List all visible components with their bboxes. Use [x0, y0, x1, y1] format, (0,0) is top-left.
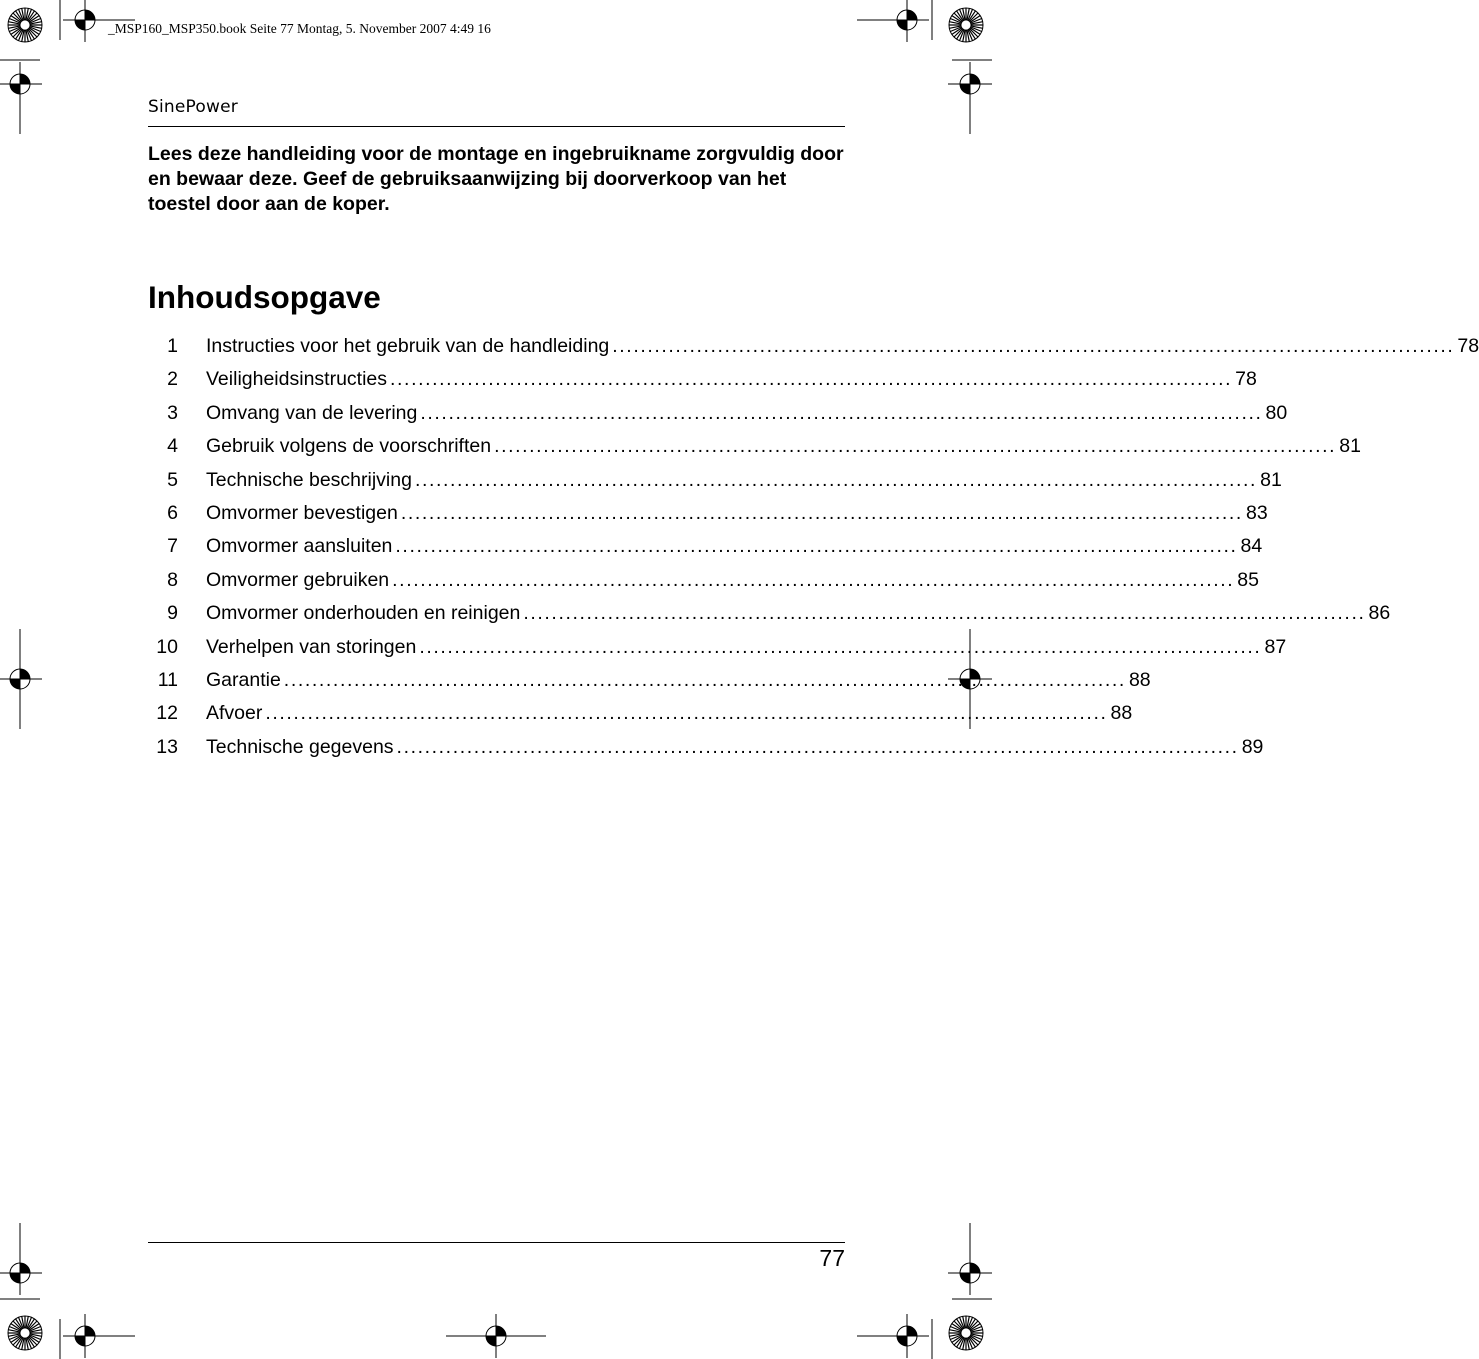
toc-page-number: 88	[1128, 668, 1151, 691]
toc-number: 4	[167, 435, 178, 458]
toc-number: 9	[167, 602, 178, 625]
toc-title: Gebruik volgens de voorschriften	[206, 435, 492, 458]
toc-leader: ........................................................................................................................	[612, 335, 1455, 357]
toc-number: 13	[156, 735, 178, 758]
toc-title: Omvang van de levering	[206, 401, 418, 424]
toc-title: Omvormer gebruiken	[206, 568, 390, 591]
toc-leader: ........................................................................................................................	[265, 702, 1108, 725]
toc-number: 10	[156, 635, 178, 658]
toc-title: Omvormer onderhouden en reinigen	[206, 602, 521, 625]
toc-number: 7	[167, 535, 178, 558]
registration-mark	[0, 62, 42, 106]
intro-notice: Lees deze handleiding voor de montage en ingebruikname zorgvuldig door en bewaar deze. Geef de gebruiksaanwijzing bij doorverkoop van het toestel door aan de koper.	[148, 143, 844, 215]
toc-page-number: 78	[1235, 368, 1257, 391]
toc-leader: ........................................................................................................................	[419, 635, 1262, 658]
toc-entry[interactable]	[148, 731, 1264, 764]
toc-leader: ........................................................................................................................	[523, 602, 1366, 625]
toc-leader: ........................................................................................................................	[400, 501, 1243, 524]
toc-page-number: 86	[1368, 602, 1391, 625]
toc-page-number: 88	[1110, 702, 1133, 725]
starburst-mark-top-right	[949, 8, 983, 42]
toc-leader: ........................................................................................................................	[390, 368, 1233, 391]
toc-entry[interactable]	[148, 497, 1268, 530]
toc-number: 6	[167, 501, 178, 524]
toc-entry[interactable]	[148, 363, 1257, 396]
toc-title: Veiligheidsinstructies	[206, 368, 388, 391]
toc-entry[interactable]	[148, 430, 1361, 463]
toc-number: 5	[167, 468, 178, 491]
toc-title: Omvormer bevestigen	[206, 501, 398, 524]
toc-page-number: 84	[1240, 535, 1263, 558]
toc-entry[interactable]	[148, 564, 1259, 597]
running-header-brand: SinePower	[148, 97, 238, 117]
starburst-mark-top-left	[8, 8, 42, 42]
toc-entry[interactable]	[148, 530, 1263, 563]
registration-mark	[63, 0, 107, 42]
toc-leader: ........................................................................................................................	[494, 435, 1337, 458]
toc-title: Instructies voor het gebruik van de handleiding	[206, 335, 610, 357]
toc-entry[interactable]	[148, 464, 1282, 497]
toc-entry[interactable]	[148, 597, 1391, 630]
footer-rule	[148, 1242, 845, 1243]
toc-leader: ........................................................................................................................	[392, 568, 1235, 591]
page-title: Inhoudsopgave	[148, 279, 381, 315]
toc-page-number: 81	[1260, 468, 1282, 491]
print-slug-line: _MSP160_MSP350.book Seite 77 Montag, 5. November 2007 4:49 16	[108, 21, 491, 36]
registration-mark	[885, 0, 929, 42]
toc-leader: ........................................................................................................................	[414, 468, 1258, 491]
toc-title: Omvormer aansluiten	[206, 535, 393, 558]
toc-page-number: 80	[1265, 401, 1288, 424]
page-number: 77	[819, 1245, 845, 1271]
toc-page-number: 87	[1264, 635, 1287, 658]
starburst-mark-bottom-left	[8, 1316, 42, 1350]
toc-entry[interactable]	[148, 397, 1288, 430]
toc-entry[interactable]	[148, 631, 1287, 664]
toc-leader: ........................................................................................................................	[396, 735, 1239, 758]
toc-leader: ........................................................................................................................	[395, 535, 1238, 558]
toc-title: Afvoer	[206, 702, 263, 725]
toc-page-number: 81	[1339, 435, 1361, 458]
toc-number: 8	[167, 568, 178, 591]
toc-number: 2	[167, 368, 178, 391]
toc-title: Technische gegevens	[206, 735, 394, 758]
registration-mark	[0, 657, 42, 701]
toc-entry[interactable]	[148, 697, 1133, 730]
table-of-contents	[148, 330, 1479, 764]
toc-page-number: 83	[1245, 501, 1268, 524]
registration-mark	[0, 1251, 42, 1295]
toc-title: Garantie	[206, 668, 281, 691]
toc-leader: ........................................................................................................................	[420, 401, 1263, 424]
starburst-mark-bottom-right	[949, 1316, 983, 1350]
toc-entry[interactable]	[148, 664, 1151, 697]
toc-number: 1	[167, 335, 178, 357]
toc-entry[interactable]	[148, 330, 1479, 363]
toc-page-number: 89	[1241, 735, 1264, 758]
toc-number: 12	[156, 702, 178, 725]
toc-page-number: 78	[1457, 335, 1479, 357]
toc-leader: ........................................................................................................................	[283, 668, 1126, 691]
toc-title: Verhelpen van storingen	[206, 635, 417, 658]
toc-number: 3	[167, 401, 178, 424]
header-rule	[148, 126, 845, 127]
toc-title: Technische beschrijving	[206, 468, 412, 491]
toc-number: 11	[157, 668, 178, 691]
toc-page-number: 85	[1237, 568, 1259, 591]
